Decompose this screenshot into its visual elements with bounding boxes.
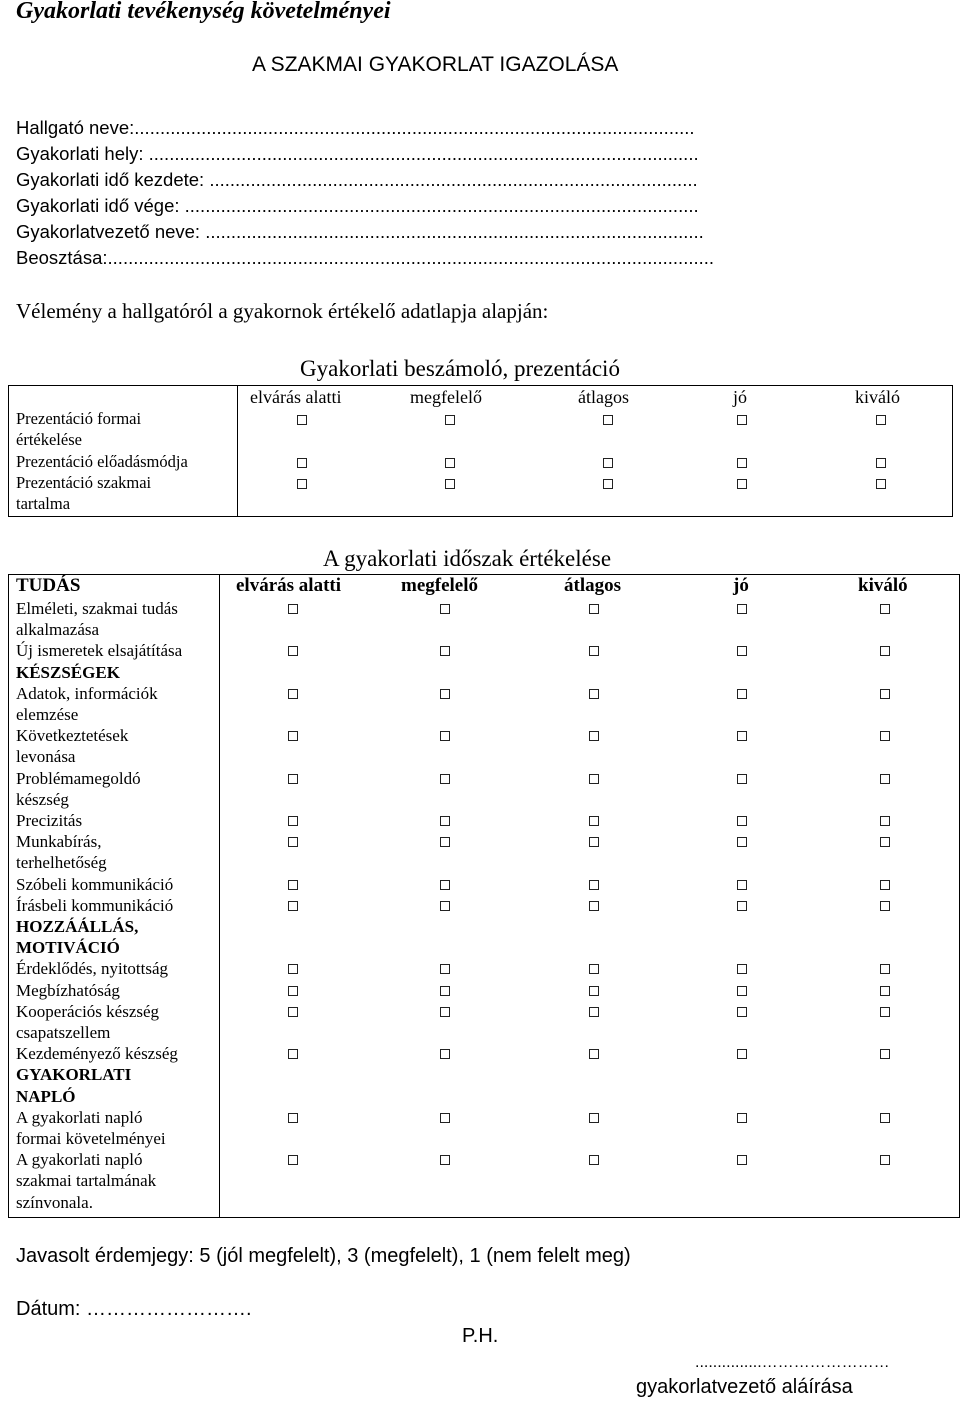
info-field: Hallgató neve:............................................................................................................. bbox=[16, 117, 695, 138]
rating-checkbox[interactable] bbox=[737, 1007, 747, 1017]
rating-checkbox[interactable] bbox=[880, 986, 890, 996]
tudas-header: TUDÁS bbox=[16, 575, 81, 596]
table2-row-label-line: terhelhetőség bbox=[16, 853, 107, 873]
rating-checkbox[interactable] bbox=[288, 964, 298, 974]
rating-checkbox[interactable] bbox=[288, 1007, 298, 1017]
table2-row-label-line: formai követelményei bbox=[16, 1129, 166, 1148]
table1-row-label bbox=[16, 472, 231, 514]
table2-row-label-line: Elméleti, szakmai tudás bbox=[16, 599, 178, 618]
table1-col-header: megfelelő bbox=[410, 387, 482, 407]
table2-row-label bbox=[16, 1001, 208, 1043]
table2-row-label bbox=[16, 683, 208, 725]
table2-row-label-line: Megbízhatóság bbox=[16, 980, 120, 1000]
info-field: Beosztása:...................................................................................................................... bbox=[16, 247, 715, 268]
rating-checkbox[interactable] bbox=[737, 479, 747, 489]
table1-row-label-line: Prezentáció formai bbox=[16, 409, 142, 428]
rating-checkbox[interactable] bbox=[440, 880, 450, 890]
rating-checkbox[interactable] bbox=[880, 1155, 890, 1165]
table1-row-label bbox=[16, 451, 231, 472]
rating-checkbox[interactable] bbox=[288, 1113, 298, 1123]
rating-checkbox[interactable] bbox=[880, 689, 890, 699]
rating-checkbox[interactable] bbox=[603, 479, 613, 489]
table2-col-header: átlagos bbox=[564, 575, 621, 596]
table1-row-label-line: értékelése bbox=[16, 430, 82, 449]
rating-checkbox[interactable] bbox=[288, 1049, 298, 1059]
table1-col-header: kiváló bbox=[855, 387, 900, 407]
rating-checkbox[interactable] bbox=[589, 1007, 599, 1017]
rating-checkbox[interactable] bbox=[737, 774, 747, 784]
rating-checkbox[interactable] bbox=[589, 1155, 599, 1165]
table2-row-label-line: készség bbox=[16, 789, 69, 809]
rating-checkbox[interactable] bbox=[589, 816, 599, 826]
table2-row-label-line: Írásbeli kommunikáció bbox=[16, 895, 174, 915]
rating-checkbox[interactable] bbox=[603, 415, 613, 425]
table2-row-label-line: A gyakorlati napló bbox=[16, 1107, 143, 1127]
rating-checkbox[interactable] bbox=[440, 816, 450, 826]
rating-checkbox[interactable] bbox=[737, 880, 747, 890]
table2-row-label-line: GYAKORLATI bbox=[16, 1065, 132, 1085]
table2-row-label-line: elemzése bbox=[16, 705, 79, 724]
rating-checkbox[interactable] bbox=[589, 646, 599, 656]
rating-checkbox[interactable] bbox=[440, 1113, 450, 1123]
rating-checkbox[interactable] bbox=[440, 1049, 450, 1059]
rating-checkbox[interactable] bbox=[737, 1049, 747, 1059]
table1-divider bbox=[237, 385, 238, 517]
rating-checkbox[interactable] bbox=[880, 731, 890, 741]
rating-checkbox[interactable] bbox=[297, 415, 307, 425]
rating-checkbox[interactable] bbox=[737, 458, 747, 468]
date-label: Dátum: ……………………. bbox=[16, 1298, 252, 1320]
rating-checkbox[interactable] bbox=[288, 689, 298, 699]
rating-checkbox[interactable] bbox=[880, 901, 890, 911]
table2-row-label bbox=[16, 1107, 208, 1149]
rating-checkbox[interactable] bbox=[880, 1007, 890, 1017]
table2-group-label bbox=[16, 662, 208, 683]
rating-checkbox[interactable] bbox=[589, 774, 599, 784]
rating-checkbox[interactable] bbox=[445, 415, 455, 425]
table2-row-label bbox=[16, 958, 208, 979]
rating-checkbox[interactable] bbox=[880, 774, 890, 784]
rating-checkbox[interactable] bbox=[589, 901, 599, 911]
rating-checkbox[interactable] bbox=[880, 646, 890, 656]
table2-row-label-line: csapatszellem bbox=[16, 1023, 111, 1042]
table1-col-header: átlagos bbox=[578, 387, 629, 407]
opinion-heading: Vélemény a hallgatóról a gyakornok értékelő adatlapja alapján: bbox=[16, 299, 549, 323]
rating-checkbox[interactable] bbox=[288, 901, 298, 911]
rating-checkbox[interactable] bbox=[440, 837, 450, 847]
table2-row-label bbox=[16, 640, 208, 661]
rating-checkbox[interactable] bbox=[737, 1113, 747, 1123]
table2-row-label bbox=[16, 831, 208, 873]
rating-checkbox[interactable] bbox=[589, 1113, 599, 1123]
rating-checkbox[interactable] bbox=[589, 604, 599, 614]
table2-row-label bbox=[16, 895, 208, 916]
table2-row-label-line: Munkabírás, bbox=[16, 832, 102, 852]
rating-checkbox[interactable] bbox=[603, 458, 613, 468]
table2-row-label-line: levonása bbox=[16, 747, 76, 767]
rating-checkbox[interactable] bbox=[589, 964, 599, 974]
table2-row-label-line: színvonala. bbox=[16, 1192, 93, 1212]
table2-row-label bbox=[16, 768, 208, 810]
table2-row-label bbox=[16, 980, 208, 1001]
rating-checkbox[interactable] bbox=[880, 964, 890, 974]
rating-checkbox[interactable] bbox=[440, 901, 450, 911]
table2-row-label-line: NAPLÓ bbox=[16, 1086, 76, 1106]
rating-checkbox[interactable] bbox=[288, 646, 298, 656]
table2-row-label-line: Kooperációs készség bbox=[16, 1001, 160, 1021]
table2-row-label bbox=[16, 810, 208, 831]
rating-checkbox[interactable] bbox=[440, 964, 450, 974]
table1-row-label bbox=[16, 408, 231, 450]
rating-checkbox[interactable] bbox=[288, 604, 298, 614]
rating-checkbox[interactable] bbox=[440, 1155, 450, 1165]
table2-row-label-line: Precizitás bbox=[16, 811, 83, 830]
table2-row-label-line: KÉSZSÉGEK bbox=[16, 662, 120, 682]
rating-checkbox[interactable] bbox=[440, 604, 450, 614]
rating-checkbox[interactable] bbox=[737, 731, 747, 741]
section-title: Gyakorlati tevékenység követelményei bbox=[16, 0, 391, 24]
rating-checkbox[interactable] bbox=[288, 986, 298, 996]
rating-checkbox[interactable] bbox=[737, 901, 747, 911]
table1-row-label-line: tartalma bbox=[16, 494, 71, 514]
table2-row-label-line: Következtetések bbox=[16, 726, 129, 746]
table2-row-label-line: Problémamegoldó bbox=[16, 768, 141, 788]
rating-checkbox[interactable] bbox=[589, 689, 599, 699]
signature-label: gyakorlatvezető aláírása bbox=[636, 1376, 853, 1398]
rating-checkbox[interactable] bbox=[737, 689, 747, 699]
rating-checkbox[interactable] bbox=[737, 1155, 747, 1165]
rating-checkbox[interactable] bbox=[288, 816, 298, 826]
table2-row-label-line: Szóbeli kommunikáció bbox=[16, 874, 174, 894]
rating-checkbox[interactable] bbox=[297, 479, 307, 489]
table1-row-label-line: Prezentáció szakmai bbox=[16, 473, 152, 493]
table2-col-header: kiváló bbox=[858, 575, 908, 596]
table2-row-label bbox=[16, 598, 208, 640]
rating-checkbox[interactable] bbox=[737, 415, 747, 425]
table2-row-label-line: Érdeklődés, nyitottság bbox=[16, 959, 169, 979]
table2-row-label-line: Új ismeretek elsajátítása bbox=[16, 641, 183, 661]
rating-checkbox[interactable] bbox=[440, 646, 450, 656]
table2-group-label bbox=[16, 916, 208, 958]
table2-row-label bbox=[16, 1043, 208, 1064]
rating-checkbox[interactable] bbox=[440, 986, 450, 996]
table2-group-label bbox=[16, 1064, 208, 1106]
table2-title: A gyakorlati időszak értékelése bbox=[323, 546, 612, 571]
rating-checkbox[interactable] bbox=[880, 1049, 890, 1059]
rating-checkbox[interactable] bbox=[880, 1113, 890, 1123]
table2-row-label-line: Adatok, információk bbox=[16, 683, 158, 703]
rating-checkbox[interactable] bbox=[288, 731, 298, 741]
rating-checkbox[interactable] bbox=[737, 646, 747, 656]
rating-checkbox[interactable] bbox=[589, 986, 599, 996]
rating-checkbox[interactable] bbox=[288, 880, 298, 890]
info-field: Gyakorlati idő kezdete: ............................................................................................... bbox=[16, 169, 698, 190]
rating-checkbox[interactable] bbox=[880, 604, 890, 614]
rating-checkbox[interactable] bbox=[440, 731, 450, 741]
table2-col-header: megfelelő bbox=[401, 575, 479, 596]
rating-checkbox[interactable] bbox=[589, 837, 599, 847]
document-title: A SZAKMAI GYAKORLAT IGAZOLÁSA bbox=[252, 53, 619, 76]
rating-checkbox[interactable] bbox=[737, 986, 747, 996]
rating-checkbox[interactable] bbox=[737, 604, 747, 614]
rating-checkbox[interactable] bbox=[288, 837, 298, 847]
rating-checkbox[interactable] bbox=[589, 1049, 599, 1059]
table2-divider bbox=[219, 574, 220, 1218]
rating-checkbox[interactable] bbox=[589, 731, 599, 741]
table2-row-label-line: MOTIVÁCIÓ bbox=[16, 938, 120, 958]
rating-checkbox[interactable] bbox=[880, 816, 890, 826]
rating-checkbox[interactable] bbox=[737, 837, 747, 847]
rating-checkbox[interactable] bbox=[876, 458, 886, 468]
rating-checkbox[interactable] bbox=[876, 479, 886, 489]
rating-checkbox[interactable] bbox=[876, 415, 886, 425]
rating-checkbox[interactable] bbox=[288, 1155, 298, 1165]
table1-title: Gyakorlati beszámoló, prezentáció bbox=[300, 356, 620, 381]
table2-col-header: jó bbox=[733, 575, 749, 596]
rating-checkbox[interactable] bbox=[737, 816, 747, 826]
stamp-label: P.H. bbox=[462, 1325, 499, 1347]
table2-row-label-line: Kezdeményező készség bbox=[16, 1044, 178, 1064]
table2-row-label bbox=[16, 874, 208, 895]
table2-row-label bbox=[16, 725, 208, 767]
table2-row-label bbox=[16, 1149, 208, 1213]
table1-col-header: elvárás alatti bbox=[250, 387, 342, 407]
table2-row-label-line: szakmai tartalmának bbox=[16, 1171, 157, 1191]
table2-col-header: elvárás alatti bbox=[236, 575, 342, 596]
rating-checkbox[interactable] bbox=[440, 1007, 450, 1017]
table1-row-label-line: Prezentáció előadásmódja bbox=[16, 451, 188, 471]
signature-line: ...............…………………… bbox=[695, 1354, 890, 1371]
rating-checkbox[interactable] bbox=[880, 837, 890, 847]
info-field: Gyakorlati idő vége: .................................................................................................... bbox=[16, 195, 699, 216]
grade-text: Javasolt érdemjegy: 5 (jól megfelelt), 3 (megfelelt), 1 (nem felelt meg) bbox=[16, 1245, 631, 1267]
info-fields bbox=[16, 115, 936, 271]
rating-checkbox[interactable] bbox=[737, 964, 747, 974]
table2-row-label-line: HOZZÁÁLLÁS, bbox=[16, 917, 139, 936]
rating-checkbox[interactable] bbox=[297, 458, 307, 468]
rating-checkbox[interactable] bbox=[440, 774, 450, 784]
rating-checkbox[interactable] bbox=[288, 774, 298, 784]
info-field: Gyakorlatvezető neve: ................................................................................................. bbox=[16, 221, 704, 242]
rating-checkbox[interactable] bbox=[880, 880, 890, 890]
rating-checkbox[interactable] bbox=[440, 689, 450, 699]
table1-col-header: jó bbox=[733, 387, 748, 407]
table2-row-label-line: A gyakorlati napló bbox=[16, 1150, 143, 1170]
info-field: Gyakorlati hely: ........................................................................................................... bbox=[16, 143, 699, 164]
rating-checkbox[interactable] bbox=[445, 458, 455, 468]
table2-row-label-line: alkalmazása bbox=[16, 620, 100, 640]
rating-checkbox[interactable] bbox=[589, 880, 599, 890]
rating-checkbox[interactable] bbox=[445, 479, 455, 489]
